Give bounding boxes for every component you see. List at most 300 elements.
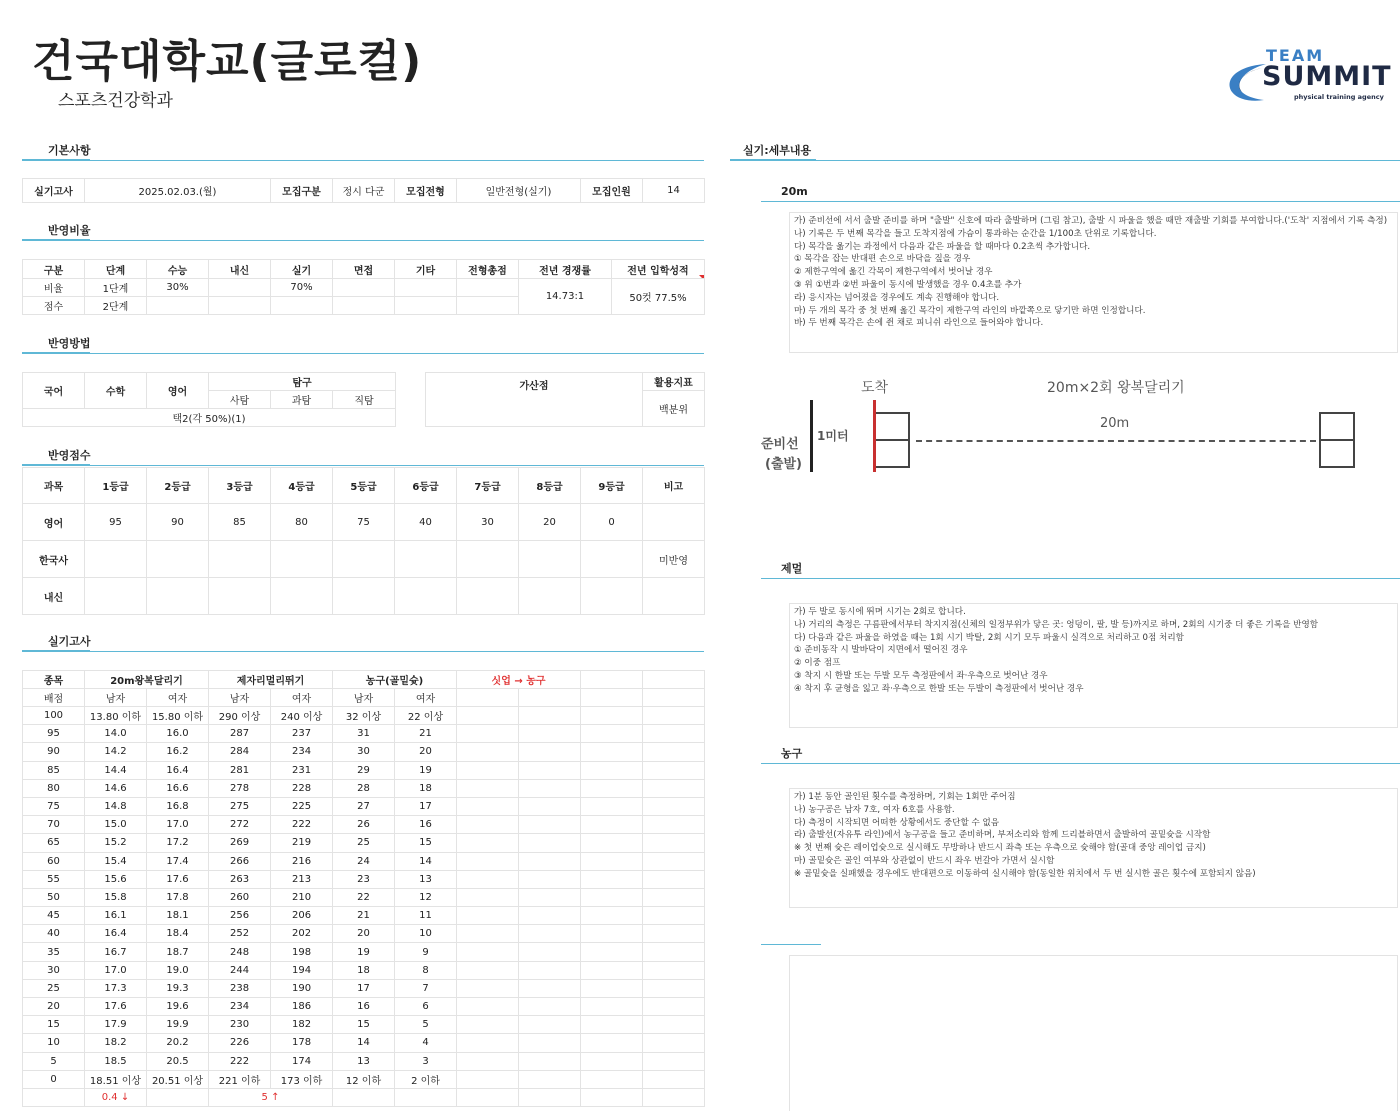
score-row-gpa xyxy=(23,578,705,615)
practical-cell xyxy=(581,779,643,797)
section-ratio-heading: 반영비율 xyxy=(48,224,91,237)
practical-cell xyxy=(643,907,705,925)
practical-cell: 23 xyxy=(333,870,395,888)
practical-cell xyxy=(643,1088,705,1106)
practical-cell: 6 xyxy=(395,998,457,1016)
practical-cell: 14.4 xyxy=(85,761,147,779)
practical-cell: 14 xyxy=(333,1034,395,1052)
practical-cell: 19.6 xyxy=(147,998,209,1016)
score-cell xyxy=(85,541,147,578)
score-header: 4등급 xyxy=(271,468,333,504)
gender-male: 남자 xyxy=(333,689,395,707)
score-cell: 0 xyxy=(581,504,643,541)
diagram-distance: 20m xyxy=(1100,416,1130,431)
practical-cell xyxy=(395,1088,457,1106)
practical-cell: 22 이상 xyxy=(395,707,457,725)
practical-cell: 8 xyxy=(395,961,457,979)
practical-cell xyxy=(457,943,519,961)
practical-row xyxy=(23,870,705,888)
practical-cell: 20 xyxy=(395,743,457,761)
practical-row xyxy=(23,888,705,906)
practical-cell: 16.8 xyxy=(147,797,209,815)
gender-male: 남자 xyxy=(85,689,147,707)
practical-score: 100 xyxy=(23,707,85,725)
ratio-row-label: 비율 xyxy=(23,279,85,297)
practical-row xyxy=(23,1016,705,1034)
practical-cell xyxy=(643,870,705,888)
practical-cell: 13.80 이하 xyxy=(85,707,147,725)
practical-table xyxy=(22,670,705,1107)
practical-cell: 28 xyxy=(333,779,395,797)
practical-cell xyxy=(581,1070,643,1088)
score-cell xyxy=(519,578,581,615)
practical-cell xyxy=(519,943,581,961)
practical-score: 25 xyxy=(23,979,85,997)
desc-line: 마) 두 개의 목각 중 첫 번째 옮긴 목각이 제한구역 라인의 바깥쪽으로 닿기만 하면 인정합니다. xyxy=(794,305,1146,316)
ratio-suneung xyxy=(147,297,209,315)
note-jump: 5 ↑ xyxy=(209,1088,333,1106)
practical-cell: 266 xyxy=(209,852,271,870)
practical-cell: 234 xyxy=(271,743,333,761)
practical-row xyxy=(23,1052,705,1070)
practical-cell: 287 xyxy=(209,725,271,743)
last-year-rate: 14.73:1 xyxy=(519,279,612,315)
practical-cell: 17 xyxy=(333,979,395,997)
practical-cell: 14 xyxy=(395,852,457,870)
desc-line: 나) 농구공은 남자 7호, 여자 6호를 사용함. xyxy=(794,804,955,815)
ratio-total xyxy=(457,297,519,315)
practical-cell xyxy=(643,943,705,961)
practical-cell: 3 xyxy=(395,1052,457,1070)
practical-score: 95 xyxy=(23,725,85,743)
ratio-stage: 1단계 xyxy=(85,279,147,297)
practical-cell: 16.4 xyxy=(147,761,209,779)
practical-cell xyxy=(457,925,519,943)
practical-cell: 12 이하 xyxy=(333,1070,395,1088)
section-divider xyxy=(761,578,1400,579)
method-social: 사탐 xyxy=(209,391,271,409)
practical-cell xyxy=(519,779,581,797)
practical-cell: 174 xyxy=(271,1052,333,1070)
practical-cell xyxy=(581,743,643,761)
score-subject: 내신 xyxy=(23,578,85,615)
practical-score: 80 xyxy=(23,779,85,797)
desc-line: 라) 응시자는 넘어졌을 경우에도 계속 진행해야 합니다. xyxy=(794,292,1000,303)
practical-cell: 225 xyxy=(271,797,333,815)
desc-line: 바) 두 번째 목각은 손에 쥔 채로 피니쉬 라인으로 들어와야 합니다. xyxy=(794,318,1044,329)
practical-cell: 16 xyxy=(333,998,395,1016)
practical-cell: 226 xyxy=(209,1034,271,1052)
practical-cell xyxy=(581,943,643,961)
practical-cell: 17.0 xyxy=(147,816,209,834)
desc-line: 가) 1분 동안 골인된 횟수를 측정하며, 기회는 1회만 주어짐 xyxy=(794,792,1016,802)
practical-cell xyxy=(519,816,581,834)
practical-cell: 18 xyxy=(395,779,457,797)
practical-score: 35 xyxy=(23,943,85,961)
practical-cell xyxy=(457,689,519,707)
practical-cell: 194 xyxy=(271,961,333,979)
ratio-interview xyxy=(333,279,395,297)
practical-cell xyxy=(457,761,519,779)
practical-cell xyxy=(643,689,705,707)
practical-cell: 31 xyxy=(333,725,395,743)
method-table xyxy=(22,372,396,427)
method-science: 과탐 xyxy=(271,391,333,409)
score-header: 3등급 xyxy=(209,468,271,504)
practical-cell: 263 xyxy=(209,870,271,888)
practical-cell: 198 xyxy=(271,943,333,961)
section-divider-mark xyxy=(22,650,90,652)
limit-zone-far-mid xyxy=(1319,439,1355,441)
score-note xyxy=(643,578,705,615)
practical-cell xyxy=(457,961,519,979)
practical-cell xyxy=(457,888,519,906)
practical-cell: 173 이하 xyxy=(271,1070,333,1088)
practical-cell: 178 xyxy=(271,1034,333,1052)
label-recruit-group: 모집구분 xyxy=(271,179,333,203)
comment-marker-icon xyxy=(699,275,704,279)
practical-score: 90 xyxy=(23,743,85,761)
practical-cell: 18 xyxy=(333,961,395,979)
practical-cell: 20.2 xyxy=(147,1034,209,1052)
practical-score: 30 xyxy=(23,961,85,979)
practical-cell xyxy=(519,852,581,870)
gender-female: 여자 xyxy=(271,689,333,707)
ratio-stage: 2단계 xyxy=(85,297,147,315)
method-inquiry: 탐구 xyxy=(209,373,396,391)
practical-cell xyxy=(643,743,705,761)
practical-cell xyxy=(581,816,643,834)
practical-cell: 216 xyxy=(271,852,333,870)
page-title: 건국대학교(글로컬) xyxy=(32,36,423,87)
section-practical-heading: 실기고사 xyxy=(48,635,91,648)
practical-cell xyxy=(581,870,643,888)
practical-cell xyxy=(581,834,643,852)
section-divider xyxy=(22,651,704,652)
practical-cell: 222 xyxy=(209,1052,271,1070)
score-header: 과목 xyxy=(23,468,85,504)
practical-cell: 206 xyxy=(271,907,333,925)
practical-row xyxy=(23,761,705,779)
practical-cell: 20 xyxy=(333,925,395,943)
practical-cell xyxy=(581,689,643,707)
practical-score: 65 xyxy=(23,834,85,852)
practical-cell xyxy=(457,998,519,1016)
practical-cell xyxy=(581,1034,643,1052)
recruit-group: 정시 다군 xyxy=(333,179,395,203)
practical-cell xyxy=(519,761,581,779)
practical-cell xyxy=(581,998,643,1016)
practical-cell: 19.3 xyxy=(147,979,209,997)
practical-cell xyxy=(581,925,643,943)
practical-cell: 15.8 xyxy=(85,888,147,906)
desc-line: 라) 출발선(자유투 라인)에서 농구공을 들고 준비하며, 부저소리와 함께 드리블하면서 출발하여 골밑슛을 시작함 xyxy=(794,830,1211,841)
practical-cell xyxy=(23,1088,85,1106)
score-cell xyxy=(581,578,643,615)
score-cell xyxy=(147,578,209,615)
practical-cell: 256 xyxy=(209,907,271,925)
practical-cell xyxy=(643,671,705,689)
practical-cell: 19.9 xyxy=(147,1016,209,1034)
practical-cell: 17.0 xyxy=(85,961,147,979)
diagram-start-label: 준비선 xyxy=(761,437,799,452)
practical-cell: 15 xyxy=(395,834,457,852)
practical-row xyxy=(23,925,705,943)
practical-cell: 16.6 xyxy=(147,779,209,797)
practical-cell: 20.5 xyxy=(147,1052,209,1070)
practical-cell: 7 xyxy=(395,979,457,997)
practical-cell: 290 이상 xyxy=(209,707,271,725)
bonus-table xyxy=(425,372,705,427)
empty-detail-box xyxy=(789,955,1398,1111)
desc-line: 나) 거리의 측정은 구름판에서부터 착지지점(신체의 일정부위가 닿은 곳: 엉덩이, 팔, 발 등)까지로 하며, 2회의 시기중 더 좋은 기록을 반영함 xyxy=(794,619,1319,630)
ratio-gpa xyxy=(209,279,271,297)
practical-cell: 16.7 xyxy=(85,943,147,961)
practical-score: 40 xyxy=(23,925,85,943)
practical-cell: 228 xyxy=(271,779,333,797)
practical-score-label: 배점 xyxy=(23,689,85,707)
practical-cell: 281 xyxy=(209,761,271,779)
practical-cell xyxy=(519,1070,581,1088)
section-divider xyxy=(22,240,704,241)
practical-cell: 15 xyxy=(333,1016,395,1034)
diagram-arrive-label: 도착 xyxy=(861,380,889,396)
distance-dashed-line xyxy=(916,440,1316,442)
practical-cell xyxy=(519,834,581,852)
practical-cell xyxy=(457,834,519,852)
practical-cell: 244 xyxy=(209,961,271,979)
diagram-start-sub: (출발) xyxy=(765,457,802,472)
method-choice: 택2(각 50%)(1) xyxy=(23,409,396,427)
practical-cell xyxy=(457,1052,519,1070)
desc-line: ② 이중 점프 xyxy=(794,658,841,669)
start-line xyxy=(810,400,813,472)
practical-cell: 221 이하 xyxy=(209,1070,271,1088)
practical-cell: 17.4 xyxy=(147,852,209,870)
score-cell xyxy=(271,541,333,578)
score-cell xyxy=(519,541,581,578)
score-header: 8등급 xyxy=(519,468,581,504)
score-header: 5등급 xyxy=(333,468,395,504)
practical-row xyxy=(23,979,705,997)
section-basic-heading: 기본사항 xyxy=(48,144,91,157)
practical-cell xyxy=(457,725,519,743)
practical-cell: 12 xyxy=(395,888,457,906)
practical-cell: 19.0 xyxy=(147,961,209,979)
practical-col-jump: 제자리멀리뛰기 xyxy=(209,671,333,689)
desc-line: ③ 착지 시 한발 또는 두발 모두 측정판에서 좌·우측으로 벗어난 경우 xyxy=(794,670,1048,681)
practical-cell xyxy=(519,1034,581,1052)
score-cell xyxy=(147,541,209,578)
practical-cell: 234 xyxy=(209,998,271,1016)
score-cell xyxy=(271,578,333,615)
score-cell xyxy=(209,541,271,578)
practical-row xyxy=(23,943,705,961)
practical-cell xyxy=(581,1088,643,1106)
practical-score: 10 xyxy=(23,1034,85,1052)
practical-cell xyxy=(643,1070,705,1088)
practical-cell: 5 xyxy=(395,1016,457,1034)
event-20m-desc xyxy=(789,212,1398,353)
practical-score: 0 xyxy=(23,1070,85,1088)
practical-cell xyxy=(643,1016,705,1034)
practical-cell: 278 xyxy=(209,779,271,797)
practical-cell: 190 xyxy=(271,979,333,997)
score-note: 미반영 xyxy=(643,541,705,578)
note-20m: 0.4 ↓ xyxy=(85,1088,147,1106)
logo-team-text: TEAM xyxy=(1266,46,1325,65)
practical-cell: 222 xyxy=(271,816,333,834)
practical-row xyxy=(23,834,705,852)
practical-cell: 260 xyxy=(209,888,271,906)
practical-cell: 13 xyxy=(333,1052,395,1070)
practical-score: 60 xyxy=(23,852,85,870)
practical-cell xyxy=(643,979,705,997)
practical-score: 70 xyxy=(23,816,85,834)
practical-cell xyxy=(519,725,581,743)
practical-cell xyxy=(581,797,643,815)
practical-row xyxy=(23,816,705,834)
practical-row xyxy=(23,779,705,797)
practical-cell xyxy=(643,888,705,906)
section-score-heading: 반영점수 xyxy=(48,449,91,462)
ratio-table xyxy=(22,259,705,315)
score-cell xyxy=(395,541,457,578)
section-divider xyxy=(22,160,704,161)
practical-cell: 15.6 xyxy=(85,870,147,888)
ratio-header: 면접 xyxy=(333,260,395,279)
practical-cell: 15.0 xyxy=(85,816,147,834)
practical-col-basket: 농구(골밑슛) xyxy=(333,671,457,689)
practical-row xyxy=(23,961,705,979)
practical-cell xyxy=(519,870,581,888)
section-method-heading: 반영방법 xyxy=(48,337,91,350)
score-subject: 영어 xyxy=(23,504,85,541)
practical-cell: 26 xyxy=(333,816,395,834)
score-cell xyxy=(457,541,519,578)
practical-cell: 17.3 xyxy=(85,979,147,997)
ratio-practical: 70% xyxy=(271,279,333,297)
practical-cell: 230 xyxy=(209,1016,271,1034)
practical-row xyxy=(23,743,705,761)
ratio-header: 구분 xyxy=(23,260,85,279)
score-cell xyxy=(85,578,147,615)
practical-cell: 240 이상 xyxy=(271,707,333,725)
exam-date: 2025.02.03.(월) xyxy=(85,179,271,203)
practical-header-row xyxy=(23,671,705,689)
ratio-header: 기타 xyxy=(395,260,457,279)
practical-cell xyxy=(457,707,519,725)
practical-cell: 9 xyxy=(395,943,457,961)
score-header: 1등급 xyxy=(85,468,147,504)
score-header-row xyxy=(23,468,705,504)
team-summit-logo xyxy=(1222,44,1398,112)
practical-score: 85 xyxy=(23,761,85,779)
practical-cell: 186 xyxy=(271,998,333,1016)
practical-cell xyxy=(643,779,705,797)
practical-cell xyxy=(457,979,519,997)
ratio-interview xyxy=(333,297,395,315)
section-divider xyxy=(761,763,1400,764)
practical-cell: 18.4 xyxy=(147,925,209,943)
diagram-title: 20m×2회 왕복달리기 xyxy=(1047,380,1185,396)
score-row-english xyxy=(23,504,705,541)
practical-cell xyxy=(519,979,581,997)
logo-summit-text: SUMMIT xyxy=(1262,61,1392,92)
practical-cell: 16.2 xyxy=(147,743,209,761)
practical-cell: 248 xyxy=(209,943,271,961)
practical-cell: 2 이하 xyxy=(395,1070,457,1088)
desc-line: 마) 골밑슛은 골인 여부와 상관없이 반드시 좌우 번갈아 가면서 실시함 xyxy=(794,855,1055,866)
practical-cell xyxy=(519,797,581,815)
gender-male: 남자 xyxy=(209,689,271,707)
label-quota: 모집인원 xyxy=(581,179,643,203)
practical-cell: 210 xyxy=(271,888,333,906)
practical-cell xyxy=(581,907,643,925)
practical-cell: 11 xyxy=(395,907,457,925)
event-basket-desc xyxy=(789,788,1398,908)
practical-cell: 16.4 xyxy=(85,925,147,943)
practical-cell: 14.2 xyxy=(85,743,147,761)
gender-female: 여자 xyxy=(395,689,457,707)
label-exam-date: 실기고사 xyxy=(23,179,85,203)
desc-line: 다) 측정이 시작되면 어떠한 상황에서도 중단할 수 없음 xyxy=(794,817,1000,828)
practical-cell xyxy=(457,797,519,815)
practical-cell: 275 xyxy=(209,797,271,815)
page-subtitle: 스포츠건강학과 xyxy=(58,91,173,111)
section-divider xyxy=(22,465,704,466)
practical-cell: 16 xyxy=(395,816,457,834)
practical-cell xyxy=(581,961,643,979)
practical-cell: 15.4 xyxy=(85,852,147,870)
practical-cell xyxy=(643,852,705,870)
practical-cell xyxy=(457,1070,519,1088)
practical-cell xyxy=(643,925,705,943)
practical-cell: 14.0 xyxy=(85,725,147,743)
practical-cell: 272 xyxy=(209,816,271,834)
practical-cell xyxy=(457,779,519,797)
desc-line: ④ 착지 후 균형을 잃고 좌·우측으로 한발 또는 두발이 측정판에서 벗어난 경우 xyxy=(794,683,1084,694)
desc-line: ② 제한구역에 옮긴 각목이 제한구역에서 벗어날 경우 xyxy=(794,267,993,278)
score-note xyxy=(643,504,705,541)
desc-line: 다) 목각을 옮기는 과정에서 다음과 같은 파울을 할 때마다 0.2초씩 추가합니다. xyxy=(794,241,1091,252)
practical-cell: 16.0 xyxy=(147,725,209,743)
practical-cell xyxy=(643,1034,705,1052)
practical-cell: 21 xyxy=(395,725,457,743)
score-cell: 20 xyxy=(519,504,581,541)
practical-cell xyxy=(643,761,705,779)
practical-cell xyxy=(519,888,581,906)
score-cell: 95 xyxy=(85,504,147,541)
ratio-header-label: 전년 입학성적 xyxy=(627,265,689,277)
section-divider-mark xyxy=(22,464,90,466)
practical-row xyxy=(23,852,705,870)
practical-cell xyxy=(519,707,581,725)
score-header: 비고 xyxy=(643,468,705,504)
practical-cell: 284 xyxy=(209,743,271,761)
ratio-row-label: 점수 xyxy=(23,297,85,315)
practical-cell xyxy=(643,725,705,743)
practical-gender-row xyxy=(23,689,705,707)
gender-female: 여자 xyxy=(147,689,209,707)
last-year-score: 50컷 77.5% xyxy=(612,279,705,315)
section-divider xyxy=(761,944,821,945)
ratio-gpa xyxy=(209,297,271,315)
practical-score: 15 xyxy=(23,1016,85,1034)
method-math: 수학 xyxy=(85,373,147,409)
practical-cell: 4 xyxy=(395,1034,457,1052)
practical-cell: 18.7 xyxy=(147,943,209,961)
